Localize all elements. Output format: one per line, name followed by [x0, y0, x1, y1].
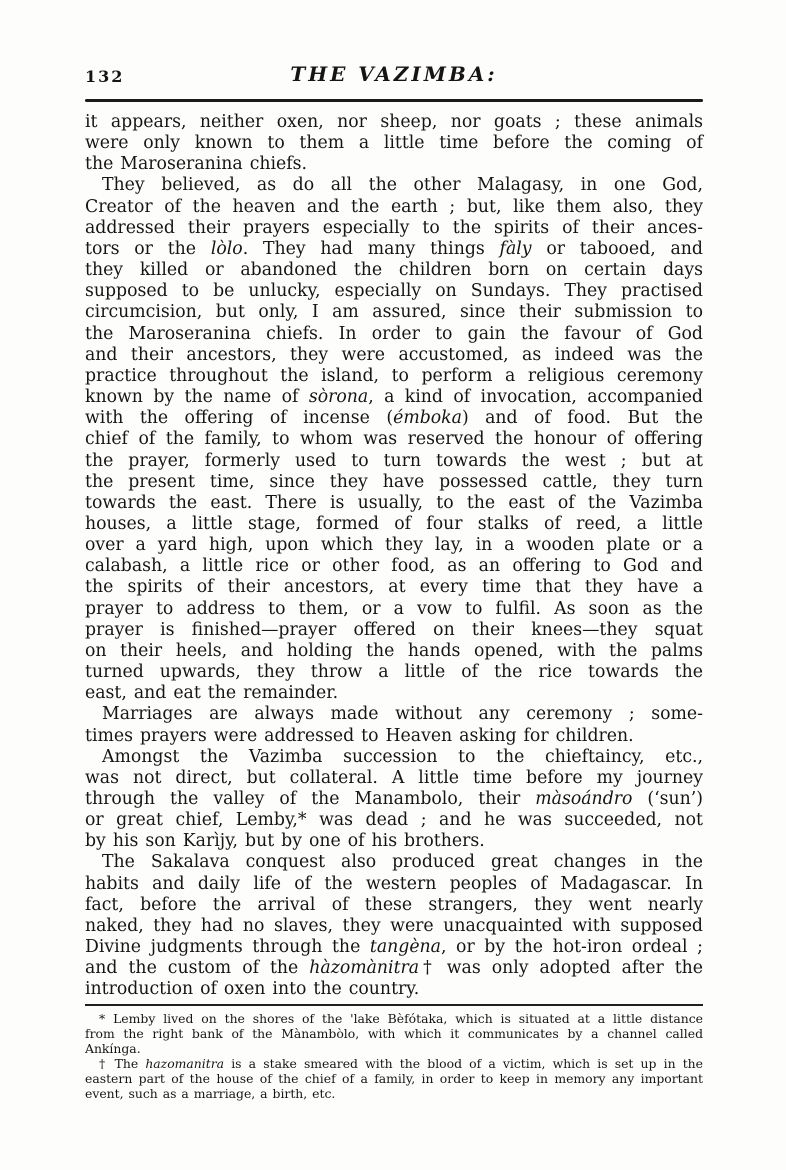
italic-term: hàzomànitra — [309, 958, 420, 979]
text-line: tors or the lòlo. They had many things fàly or tabooed, and — [85, 238, 703, 259]
text-line: it appears, neither oxen, nor sheep, nor goats ; these animals — [85, 112, 703, 132]
text-line: habits and daily life of the western peoples of Madagascar. In — [85, 873, 703, 894]
running-title: THE VAZIMBA: — [290, 62, 498, 86]
text-line: over a yard high, upon which they lay, in a wooden plate or a — [85, 535, 703, 556]
text-line: calabash, a little rice or other food, as an offering to God and — [85, 556, 703, 577]
text-line: times prayers were addressed to Heaven asking for children. — [85, 725, 634, 746]
text-line: The Sakalava conquest also produced great changes in the — [102, 852, 703, 873]
text-line: the prayer, formerly used to turn towards the west ; but at — [85, 450, 703, 471]
text-line: turned upwards, they throw a little of the rice towards the — [85, 662, 703, 683]
running-head — [85, 62, 703, 92]
italic-term: émboka — [393, 408, 462, 429]
text-line: were only known to them a little time before the coming of — [85, 133, 703, 154]
text-line: Amongst the Vazimba succession to the chieftaincy, etc., — [102, 746, 703, 767]
footnote-separator-rule — [85, 1004, 703, 1006]
footnote-line: eastern part of the house of the chief of a family, in order to keep in memory any important — [85, 1071, 703, 1086]
text-line: fact, before the arrival of these strangers, they went nearly — [85, 894, 703, 915]
page-number: 132 — [85, 67, 125, 86]
text-line: Marriages are always made without any ceremony ; some- — [102, 704, 703, 725]
text-line: was not direct, but collateral. A little time before my journey — [85, 767, 703, 788]
text-line: the Maroseranina chiefs. — [85, 154, 308, 175]
text-line: east, and eat the remainder. — [85, 683, 339, 704]
text-line: prayer is finished—prayer offered on their knees—they squat — [85, 619, 703, 640]
text-line: houses, a little stage, formed of four stalks of reed, a little — [85, 513, 703, 534]
footnote-line: † The hazomanitra is a stake smeared with the blood of a victim, which is set up in the — [99, 1056, 703, 1071]
text-line: and their ancestors, they were accustomed, as indeed was the — [85, 344, 703, 365]
text-line: prayer to address to them, or a vow to fulfil. As soon as the — [85, 598, 703, 619]
text-line: Creator of the heaven and the earth ; but, like them also, they — [85, 196, 703, 217]
italic-term: màsoándro — [535, 789, 633, 809]
text-line: chief of the family, to whom was reserved the honour of offering — [85, 429, 703, 450]
footnote-line: from the right bank of the Mànambòlo, with which it communicates by a channel called — [85, 1026, 703, 1041]
text-line: the spirits of their ancestors, at every time that they have a — [85, 577, 703, 598]
italic-term: fàly — [499, 238, 532, 259]
body-text — [85, 112, 703, 1001]
footnote-line: event, such as a marriage, a birth, etc. — [85, 1086, 336, 1101]
text-line: or great chief, Lemby,* was dead ; and he was succeeded, not — [85, 810, 703, 831]
italic-term: tangèna — [369, 937, 441, 958]
text-line: through the valley of the Manambolo, their màsoándro (‘sun’) — [85, 789, 704, 809]
text-line: the present time, since they have possessed cattle, they turn — [85, 471, 703, 492]
text-line: circumcision, but only, I am assured, since their submission to — [85, 302, 703, 323]
text-line: addressed their prayers especially to the spirits of their ances- — [85, 217, 703, 238]
italic-term: hazomanitra — [145, 1056, 225, 1071]
text-line: introduction of oxen into the country. — [85, 979, 420, 1000]
italic-term: lòlo — [210, 238, 243, 259]
italic-term: sòrona — [308, 387, 369, 408]
text-line: they killed or abandoned the children born on certain days — [85, 260, 703, 281]
text-line: They believed, as do all the other Malagasy, in one God, — [102, 175, 703, 196]
text-line: Divine judgments through the tangèna, or by the hot-iron ordeal ; — [85, 937, 703, 958]
header-rule — [85, 99, 703, 102]
footnote-line: * Lemby lived on the shores of the 'lake Bèfótaka, which is situated at a little distance — [99, 1011, 703, 1026]
footnote-line: Ankínga. — [85, 1041, 141, 1056]
text-line: on their heels, and holding the hands opened, with the palms — [85, 640, 703, 661]
text-line: supposed to be unlucky, especially on Sundays. They practised — [85, 281, 703, 302]
text-line: naked, they had no slaves, they were unacquainted with supposed — [85, 915, 703, 936]
text-line: the Maroseranina chiefs. In order to gain the favour of God — [85, 323, 703, 344]
text-line: towards the east. There is usually, to the east of the Vazimba — [85, 492, 703, 513]
text-line: practice throughout the island, to perform a religious ceremony — [85, 365, 703, 386]
text-line: by his son Karìjy, but by one of his brothers. — [85, 831, 485, 852]
text-line: known by the name of sòrona, a kind of invocation, accompanied — [85, 387, 703, 408]
text-line: with the offering of incense (émboka) and of food. But the — [85, 408, 703, 429]
text-line: and the custom of the hàzomànitra† was only adopted after the — [85, 958, 703, 979]
footnotes — [85, 1011, 703, 1101]
